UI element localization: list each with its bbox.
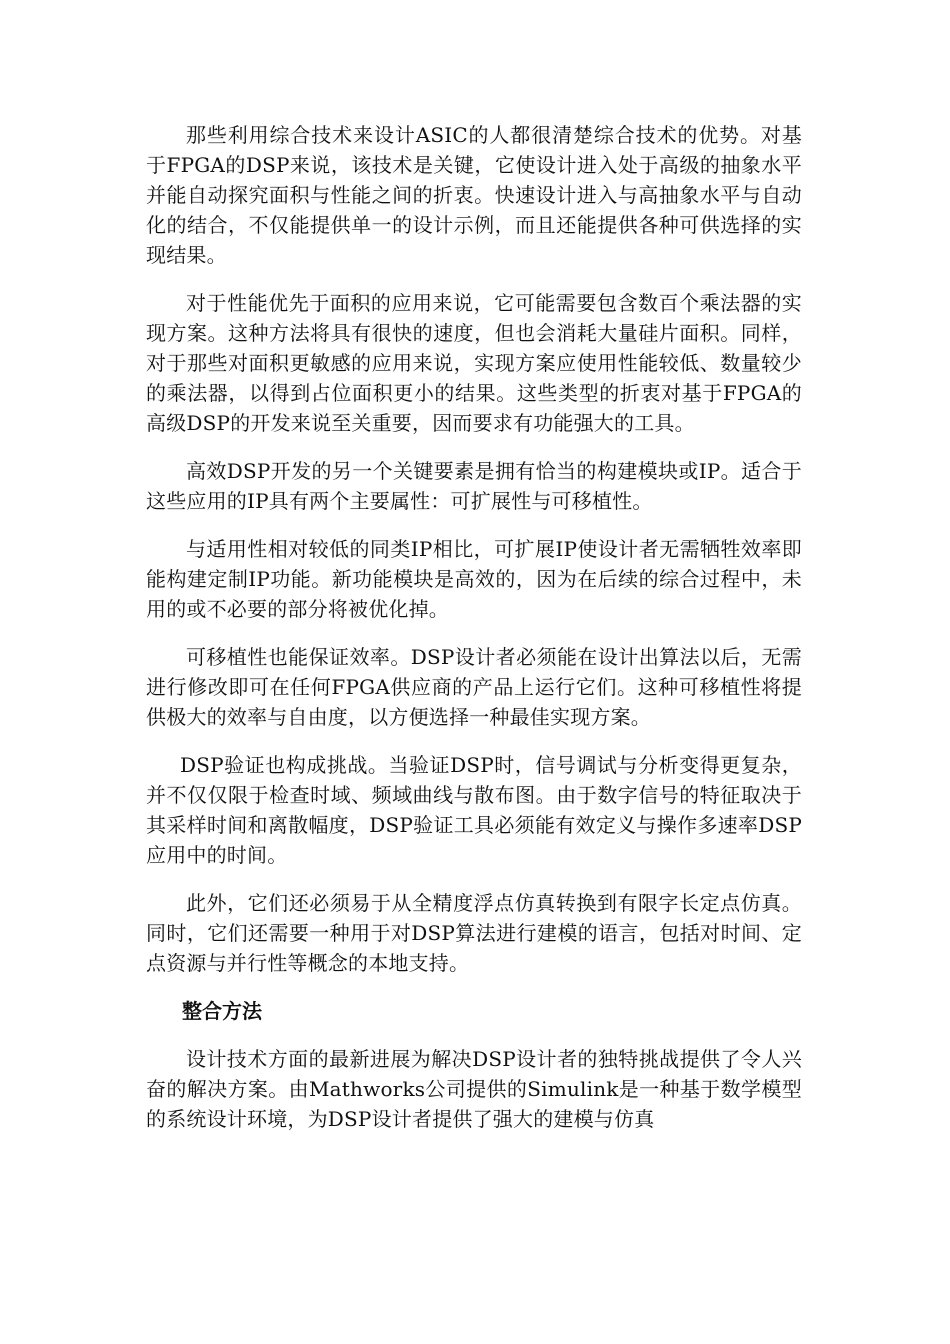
paragraph-scalable-ip: 与适用性相对较低的同类IP相比，可扩展IP使设计者无需牺牲效率即能构建定制IP功能。新功能模块是高效的，因为在后续的综合过程中，未用的或不必要的部分将被优化掉。 [146,537,802,621]
paragraph-building-blocks-ip: 高效DSP开发的另一个关键要素是拥有恰当的构建模块或IP。适合于这些应用的IP具有两个主要属性：可扩展性与可移植性。 [146,459,802,513]
paragraph-simulink-intro: 设计技术方面的最新进展为解决DSP设计者的独特挑战提供了令人兴奋的解决方案。由Mathworks公司提供的Simulink是一种基于数学模型的系统设计环境，为DSP设计者提供了强大的建模与仿真 [146,1047,802,1131]
paragraph-dsp-verification: DSP验证也构成挑战。当验证DSP时，信号调试与分析变得更复杂，并不仅仅限于检查时域、频域曲线与散布图。由于数字信号的特征取决于其采样时间和离散幅度，DSP验证工具必须能有效定义与操作多速率DSP应用中的时间。 [146,753,802,867]
paragraph-portability: 可移植性也能保证效率。DSP设计者必须能在设计出算法以后，无需进行修改即可在任何FPGA供应商的产品上运行它们。这种可移植性将提供极大的效率与自由度，以方便选择一种最佳实现方案。 [146,645,802,729]
paragraph-performance-tradeoffs: 对于性能优先于面积的应用来说，它可能需要包含数百个乘法器的实现方案。这种方法将具有很快的速度，但也会消耗大量硅片面积。同样，对于那些对面积更敏感的应用来说，实现方案应使用性能较低、数量较少的乘法器，以得到占位面积更小的结果。这些类型的折衷对基于FPGA的高级DSP的开发来说至关重要，因而要求有功能强大的工具。 [146,291,802,435]
section-heading: 整合方法 [182,999,262,1023]
paragraph-fixed-point-conversion: 此外，它们还必须易于从全精度浮点仿真转换到有限字长定点仿真。同时，它们还需要一种用于对DSP算法进行建模的语言，包括对时间、定点资源与并行性等概念的本地支持。 [146,891,802,975]
document-body [146,120,802,1152]
paragraph-synthesis-advantages: 那些利用综合技术来设计ASIC的人都很清楚综合技术的优势。对基于FPGA的DSP来说，该技术是关键，它使设计进入处于高级的抽象水平并能自动探究面积与性能之间的折衷。快速设计进入与高抽象水平与自动化的结合，不仅能提供单一的设计示例，而且还能提供各种可供选择的实现结果。 [146,123,802,267]
